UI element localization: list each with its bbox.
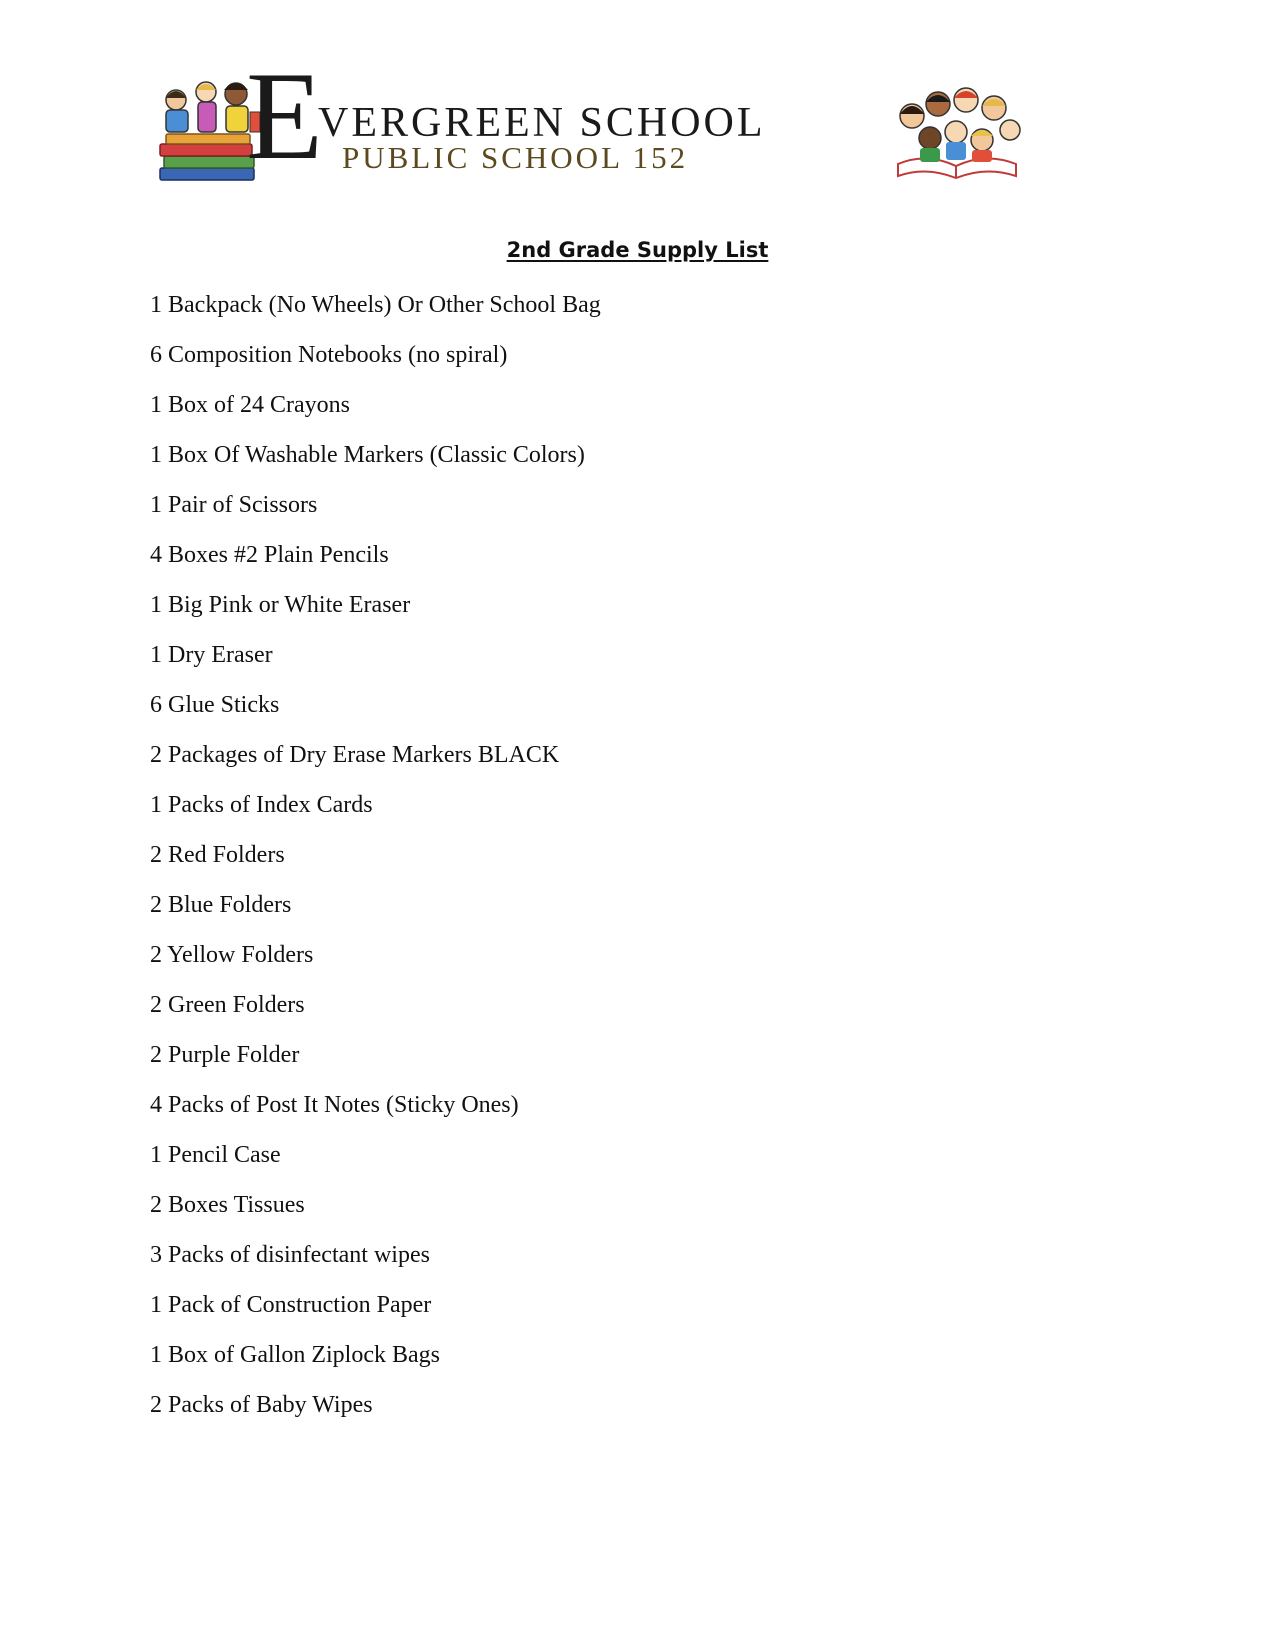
school-logo [150, 47, 1030, 187]
supply-item: 4 Boxes #2 Plain Pencils [150, 542, 389, 568]
logo-school-name: VERGREEN SCHOOL [318, 100, 766, 146]
supply-item: 2 Boxes Tissues [150, 1192, 305, 1218]
supply-item: 1 Box of 24 Crayons [150, 392, 350, 418]
supply-item: 1 Packs of Index Cards [150, 792, 373, 818]
supply-item: 2 Packs of Baby Wipes [150, 1392, 373, 1418]
supply-item: 3 Packs of disinfectant wipes [150, 1242, 430, 1268]
supply-item: 2 Purple Folder [150, 1042, 300, 1068]
page-title: 2nd Grade Supply List [506, 238, 769, 262]
supply-item: 2 Green Folders [150, 992, 305, 1018]
supply-item: 1 Backpack (No Wheels) Or Other School Bag [150, 292, 601, 318]
supply-item: 2 Packages of Dry Erase Markers BLACK [150, 742, 560, 768]
supply-item: 1 Dry Eraser [150, 642, 273, 668]
supply-item: 6 Glue Sticks [150, 692, 280, 718]
supply-item: 2 Red Folders [150, 842, 285, 868]
kids-reading-book-icon [890, 86, 1025, 182]
supply-item: 2 Blue Folders [150, 892, 292, 918]
supply-item: 1 Pack of Construction Paper [150, 1292, 432, 1318]
supply-item: 1 Pencil Case [150, 1142, 281, 1168]
supply-item: 1 Big Pink or White Eraser [150, 592, 411, 618]
supply-list [150, 291, 601, 1441]
logo-subtitle: PUBLIC SCHOOL 152 [342, 140, 689, 175]
supply-item: 1 Box Of Washable Markers (Classic Colors) [150, 442, 585, 468]
supply-item: 1 Pair of Scissors [150, 492, 318, 518]
supply-item: 6 Composition Notebooks (no spiral) [150, 342, 508, 368]
supply-item: 4 Packs of Post It Notes (Sticky Ones) [150, 1092, 519, 1118]
logo-big-letter: E [246, 47, 323, 186]
supply-item: 1 Box of Gallon Ziplock Bags [150, 1342, 440, 1368]
supply-item: 2 Yellow Folders [150, 942, 314, 968]
